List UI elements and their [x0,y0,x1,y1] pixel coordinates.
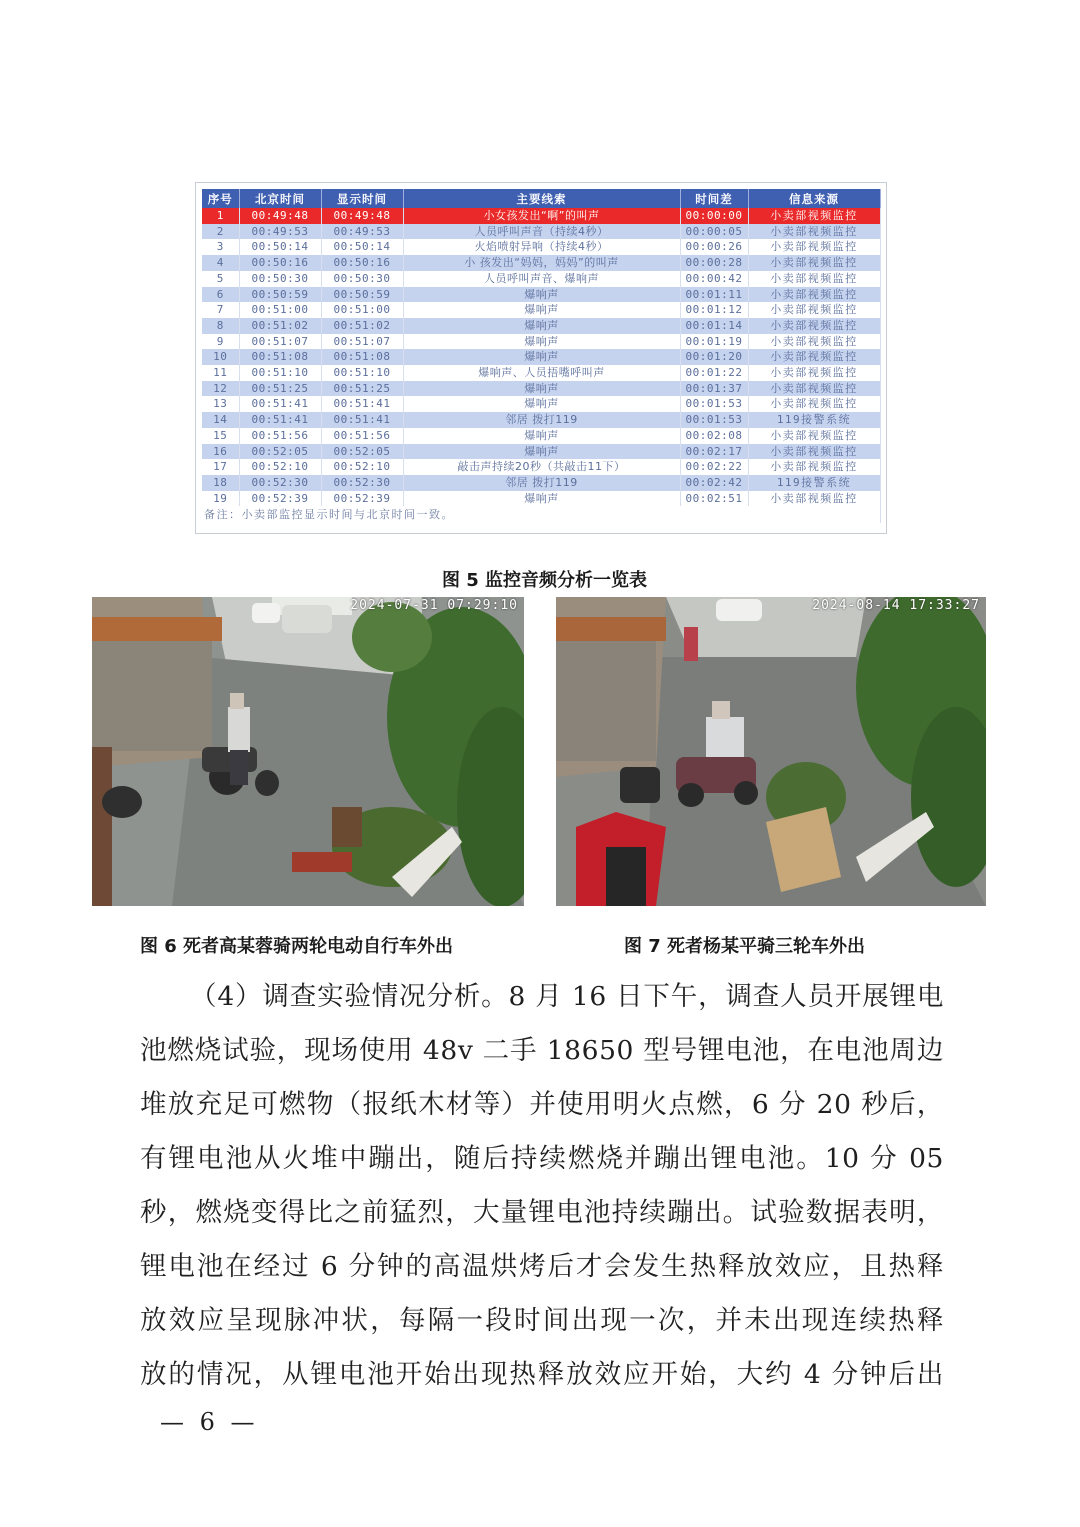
cell-row-index: 9 [202,334,239,350]
cell-source: 119接警系统 [748,412,880,428]
cell-display-time: 00:52:39 [321,491,403,507]
cell-display-time: 00:51:41 [321,412,403,428]
cell-main-clue: 小 孩发出“妈妈，妈妈”的叫声 [403,255,680,271]
cell-source: 小卖部视频监控 [748,428,880,444]
table-row [202,475,880,491]
cell-beijing-time: 00:50:16 [239,255,321,271]
cell-display-time: 00:51:56 [321,428,403,444]
cell-display-time: 00:50:14 [321,239,403,255]
cell-beijing-time: 00:50:59 [239,287,321,303]
table-row [202,412,880,428]
figure-7-caption: 图 7 死者杨某平骑三轮车外出 [624,936,866,957]
cell-row-index: 4 [202,255,239,271]
cell-source: 小卖部视频监控 [748,287,880,303]
cell-time-diff: 00:00:00 [680,208,748,224]
cell-time-diff: 00:00:28 [680,255,748,271]
paragraph-line: 池燃烧试验，现场使用 48v 二手 18650 型号锂电池，在电池周边 [140,1035,944,1066]
paragraph-line: （4）调查实验情况分析。8 月 16 日下午，调查人员开展锂电 [190,981,944,1012]
cell-display-time: 00:51:00 [321,302,403,318]
cell-time-diff: 00:01:12 [680,302,748,318]
table-row [202,208,880,224]
figure-6-caption: 图 6 死者高某蓉骑两轮电动自行车外出 [140,936,454,957]
cell-time-diff: 00:02:22 [680,459,748,475]
cell-source: 小卖部视频监控 [748,381,880,397]
cell-row-index: 16 [202,444,239,460]
cell-time-diff: 00:02:51 [680,491,748,507]
table-row [202,349,880,365]
cell-main-clue: 爆响声 [403,318,680,334]
col-header-main-clue: 主要线索 [403,189,680,208]
cell-time-diff: 00:01:37 [680,381,748,397]
cell-main-clue: 爆响声 [403,396,680,412]
cell-beijing-time: 00:52:05 [239,444,321,460]
cell-source: 小卖部视频监控 [748,444,880,460]
col-header-display-time: 显示时间 [321,189,403,208]
table-header-row [202,189,880,208]
paragraph-line: 放的情况，从锂电池开始出现热释放效应开始，大约 4 分钟后出 [140,1359,944,1390]
cell-main-clue: 敲击声持续20秒（共敲击11下） [403,459,680,475]
cell-main-clue: 人员呼叫声音、爆响声 [403,271,680,287]
cell-beijing-time: 00:49:48 [239,208,321,224]
cctv-timestamp-left: 2024-07-31 07:29:10 [350,598,518,613]
cell-row-index: 2 [202,224,239,240]
cell-display-time: 00:51:25 [321,381,403,397]
cell-source: 小卖部视频监控 [748,255,880,271]
cell-beijing-time: 00:51:10 [239,365,321,381]
cell-time-diff: 00:01:53 [680,396,748,412]
audio-analysis-table-figure [195,182,887,534]
cell-main-clue: 爆响声 [403,334,680,350]
cell-main-clue: 火焰喷射异响（持续4秒） [403,239,680,255]
cell-beijing-time: 00:52:30 [239,475,321,491]
cell-main-clue: 爆响声、人员捂嘴呼叫声 [403,365,680,381]
cell-main-clue: 爆响声 [403,349,680,365]
cell-source: 小卖部视频监控 [748,318,880,334]
cell-main-clue: 邻居 拨打119 [403,475,680,491]
table-row [202,224,880,240]
cell-display-time: 00:52:05 [321,444,403,460]
cell-row-index: 18 [202,475,239,491]
cell-row-index: 3 [202,239,239,255]
cell-source: 小卖部视频监控 [748,208,880,224]
table-row [202,334,880,350]
cell-time-diff: 00:01:19 [680,334,748,350]
cell-row-index: 17 [202,459,239,475]
cell-display-time: 00:50:30 [321,271,403,287]
cell-main-clue: 爆响声 [403,381,680,397]
cell-beijing-time: 00:51:00 [239,302,321,318]
paragraph-line: 有锂电池从火堆中蹦出，随后持续燃烧并蹦出锂电池。10 分 05 [140,1143,944,1174]
cell-beijing-time: 00:51:08 [239,349,321,365]
cell-source: 小卖部视频监控 [748,239,880,255]
cell-display-time: 00:52:30 [321,475,403,491]
audio-analysis-table [202,189,881,523]
cell-beijing-time: 00:51:56 [239,428,321,444]
cell-main-clue: 爆响声 [403,302,680,318]
col-header-index: 序号 [202,189,239,208]
cell-row-index: 7 [202,302,239,318]
cell-row-index: 13 [202,396,239,412]
cell-source: 小卖部视频监控 [748,459,880,475]
body-paragraph [140,970,944,1402]
table-row [202,381,880,397]
cell-source: 小卖部视频监控 [748,365,880,381]
cell-beijing-time: 00:51:02 [239,318,321,334]
cell-row-index: 14 [202,412,239,428]
cell-time-diff: 00:00:05 [680,224,748,240]
cell-display-time: 00:51:41 [321,396,403,412]
cell-main-clue: 人员呼叫声音（持续4秒） [403,224,680,240]
cell-display-time: 00:49:53 [321,224,403,240]
table-row [202,318,880,334]
cell-main-clue: 小女孩发出“啊”的叫声 [403,208,680,224]
cell-main-clue: 爆响声 [403,287,680,303]
cell-time-diff: 00:01:53 [680,412,748,428]
col-header-beijing-time: 北京时间 [239,189,321,208]
table-row [202,428,880,444]
cell-source: 小卖部视频监控 [748,302,880,318]
cctv-scene-left-image [92,597,524,906]
paragraph-line: 锂电池在经过 6 分钟的高温烘烤后才会发生热释放效应，且热释 [140,1251,944,1282]
cell-main-clue: 爆响声 [403,428,680,444]
cell-beijing-time: 00:51:25 [239,381,321,397]
cell-source: 小卖部视频监控 [748,396,880,412]
cell-display-time: 00:51:10 [321,365,403,381]
table-row [202,444,880,460]
cell-beijing-time: 00:50:14 [239,239,321,255]
col-header-source: 信息来源 [748,189,880,208]
cell-beijing-time: 00:51:07 [239,334,321,350]
cell-source: 小卖部视频监控 [748,334,880,350]
cell-source: 小卖部视频监控 [748,349,880,365]
cctv-photo-right [556,597,986,906]
table-row [202,459,880,475]
cell-row-index: 8 [202,318,239,334]
cell-time-diff: 00:01:11 [680,287,748,303]
cell-display-time: 00:52:10 [321,459,403,475]
table-row [202,302,880,318]
cell-row-index: 11 [202,365,239,381]
cell-display-time: 00:50:59 [321,287,403,303]
cell-beijing-time: 00:51:41 [239,396,321,412]
cctv-photo-left [92,597,524,906]
cell-source: 小卖部视频监控 [748,491,880,507]
table-row [202,239,880,255]
table-row [202,255,880,271]
cell-time-diff: 00:01:14 [680,318,748,334]
table-row [202,365,880,381]
table-row [202,271,880,287]
cell-display-time: 00:49:48 [321,208,403,224]
cell-time-diff: 00:02:42 [680,475,748,491]
page-number: — 6 — [160,1408,259,1436]
cell-row-index: 6 [202,287,239,303]
cctv-scene-right-image [556,597,986,906]
table-note: 备注：小卖部监控显示时间与北京时间一致。 [202,506,880,523]
cell-row-index: 12 [202,381,239,397]
table-note-row [202,506,880,523]
col-header-time-diff: 时间差 [680,189,748,208]
cell-main-clue: 邻居 拨打119 [403,412,680,428]
cell-time-diff: 00:00:42 [680,271,748,287]
paragraph-line: 秒，燃烧变得比之前猛烈，大量锂电池持续蹦出。试验数据表明， [140,1197,944,1228]
cell-time-diff: 00:01:22 [680,365,748,381]
cell-beijing-time: 00:52:10 [239,459,321,475]
cell-display-time: 00:51:08 [321,349,403,365]
cell-beijing-time: 00:52:39 [239,491,321,507]
cell-row-index: 15 [202,428,239,444]
cell-beijing-time: 00:51:41 [239,412,321,428]
cell-beijing-time: 00:49:53 [239,224,321,240]
cell-source: 小卖部视频监控 [748,224,880,240]
table-row [202,287,880,303]
cell-time-diff: 00:02:08 [680,428,748,444]
cell-source: 小卖部视频监控 [748,271,880,287]
cell-time-diff: 00:00:26 [680,239,748,255]
cell-display-time: 00:50:16 [321,255,403,271]
cell-display-time: 00:51:07 [321,334,403,350]
paragraph-line: 堆放充足可燃物（报纸木材等）并使用明火点燃，6 分 20 秒后， [140,1089,944,1120]
table-row [202,491,880,507]
cell-time-diff: 00:02:17 [680,444,748,460]
cell-row-index: 10 [202,349,239,365]
cell-beijing-time: 00:50:30 [239,271,321,287]
cell-row-index: 5 [202,271,239,287]
paragraph-line: 放效应呈现脉冲状，每隔一段时间出现一次，并未出现连续热释 [140,1305,944,1336]
cell-main-clue: 爆响声 [403,491,680,507]
cctv-timestamp-right: 2024-08-14 17:33:27 [812,598,980,613]
cell-source: 119接警系统 [748,475,880,491]
table-row [202,396,880,412]
figure-5-caption: 图 5 监控音频分析一览表 [442,570,648,591]
cell-row-index: 19 [202,491,239,507]
cell-display-time: 00:51:02 [321,318,403,334]
cell-time-diff: 00:01:20 [680,349,748,365]
cell-row-index: 1 [202,208,239,224]
cell-main-clue: 爆响声 [403,444,680,460]
